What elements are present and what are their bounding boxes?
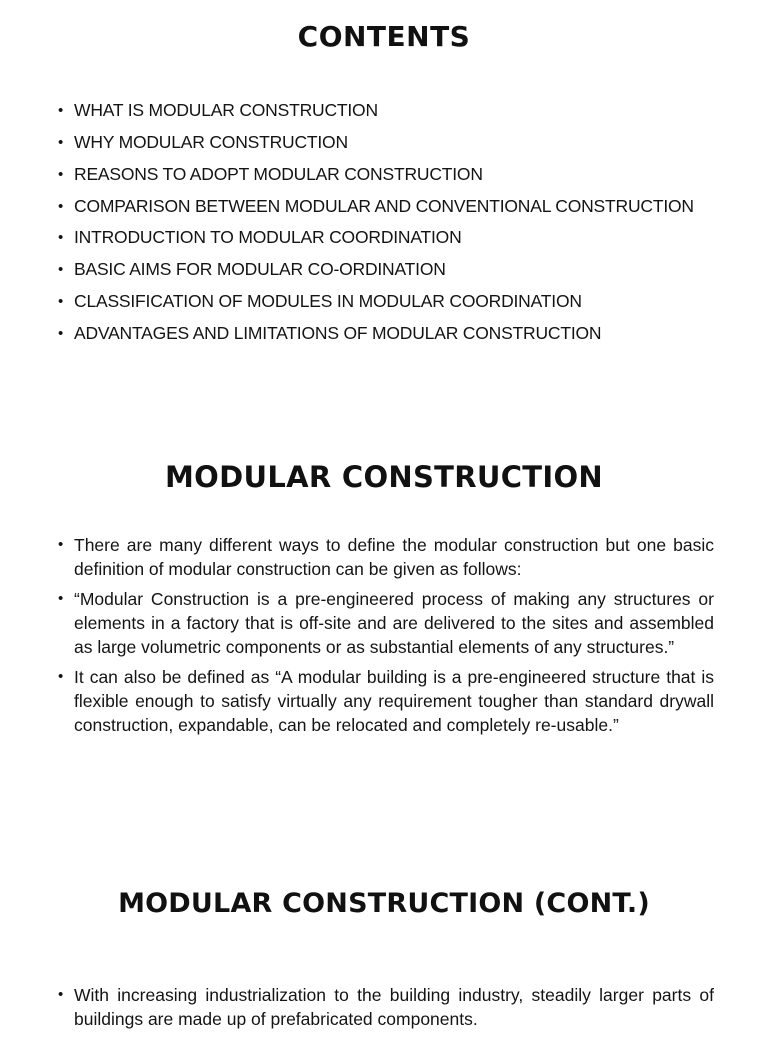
continuation-list xyxy=(58,983,714,1037)
contents-item xyxy=(58,162,698,187)
bullet-icon: • xyxy=(58,134,64,151)
paragraph-text: With increasing industrialization to the building industry, steadily larger parts of buildings are made up of prefabricated components. xyxy=(74,985,714,1029)
contents-item-text: WHAT IS MODULAR CONSTRUCTION xyxy=(74,100,378,120)
contents-item xyxy=(58,225,698,250)
definition-paragraph xyxy=(58,665,714,737)
contents-item-text: WHY MODULAR CONSTRUCTION xyxy=(74,132,348,152)
definition-paragraph xyxy=(58,587,714,659)
bullet-icon: • xyxy=(58,293,64,310)
contents-item xyxy=(58,130,698,155)
contents-item-text: ADVANTAGES AND LIMITATIONS OF MODULAR CONSTRUCTION xyxy=(74,323,602,343)
contents-heading: CONTENTS xyxy=(297,20,471,53)
contents-item-text: REASONS TO ADOPT MODULAR CONSTRUCTION xyxy=(74,164,483,184)
bullet-icon: • xyxy=(58,668,64,685)
contents-item-text: CLASSIFICATION OF MODULES IN MODULAR COORDINATION xyxy=(74,291,582,311)
contents-item xyxy=(58,321,698,346)
contents-item-text: INTRODUCTION TO MODULAR COORDINATION xyxy=(74,227,462,247)
paragraph-text: There are many different ways to define the modular construction but one basic definition of modular construction can be given as follows: xyxy=(74,535,714,579)
bullet-icon: • xyxy=(58,325,64,342)
contents-item xyxy=(58,289,698,314)
contents-item xyxy=(58,257,698,282)
bullet-icon: • xyxy=(58,229,64,246)
bullet-icon: • xyxy=(58,536,64,553)
bullet-icon: • xyxy=(58,590,64,607)
bullet-icon: • xyxy=(58,102,64,119)
modular-construction-heading: MODULAR CONSTRUCTION xyxy=(164,460,603,494)
paragraph-text: It can also be defined as “A modular building is a pre-engineered structure that is flexible enough to satisfy virtually any requirement tougher than standard drywall construction, expandable, can be relocated and completely re-usable.” xyxy=(74,667,714,735)
bullet-icon: • xyxy=(58,986,64,1003)
modular-construction-cont-heading: MODULAR CONSTRUCTION (CONT.) xyxy=(118,888,650,919)
bullet-icon: • xyxy=(58,166,64,183)
paragraph-text: “Modular Construction is a pre-engineered process of making any structures or elements in a factory that is off-site and are delivered to the sites and assembled as large volumetric components or as substantial elements of any structures.” xyxy=(74,589,714,657)
contents-item xyxy=(58,194,698,219)
contents-item-text: BASIC AIMS FOR MODULAR CO-ORDINATION xyxy=(74,259,446,279)
contents-list xyxy=(58,98,698,353)
contents-item-text: COMPARISON BETWEEN MODULAR AND CONVENTIONAL CONSTRUCTION xyxy=(74,196,694,216)
bullet-icon: • xyxy=(58,261,64,278)
definition-paragraph xyxy=(58,533,714,581)
bullet-icon: • xyxy=(58,198,64,215)
contents-item xyxy=(58,98,698,123)
definition-list xyxy=(58,533,714,743)
